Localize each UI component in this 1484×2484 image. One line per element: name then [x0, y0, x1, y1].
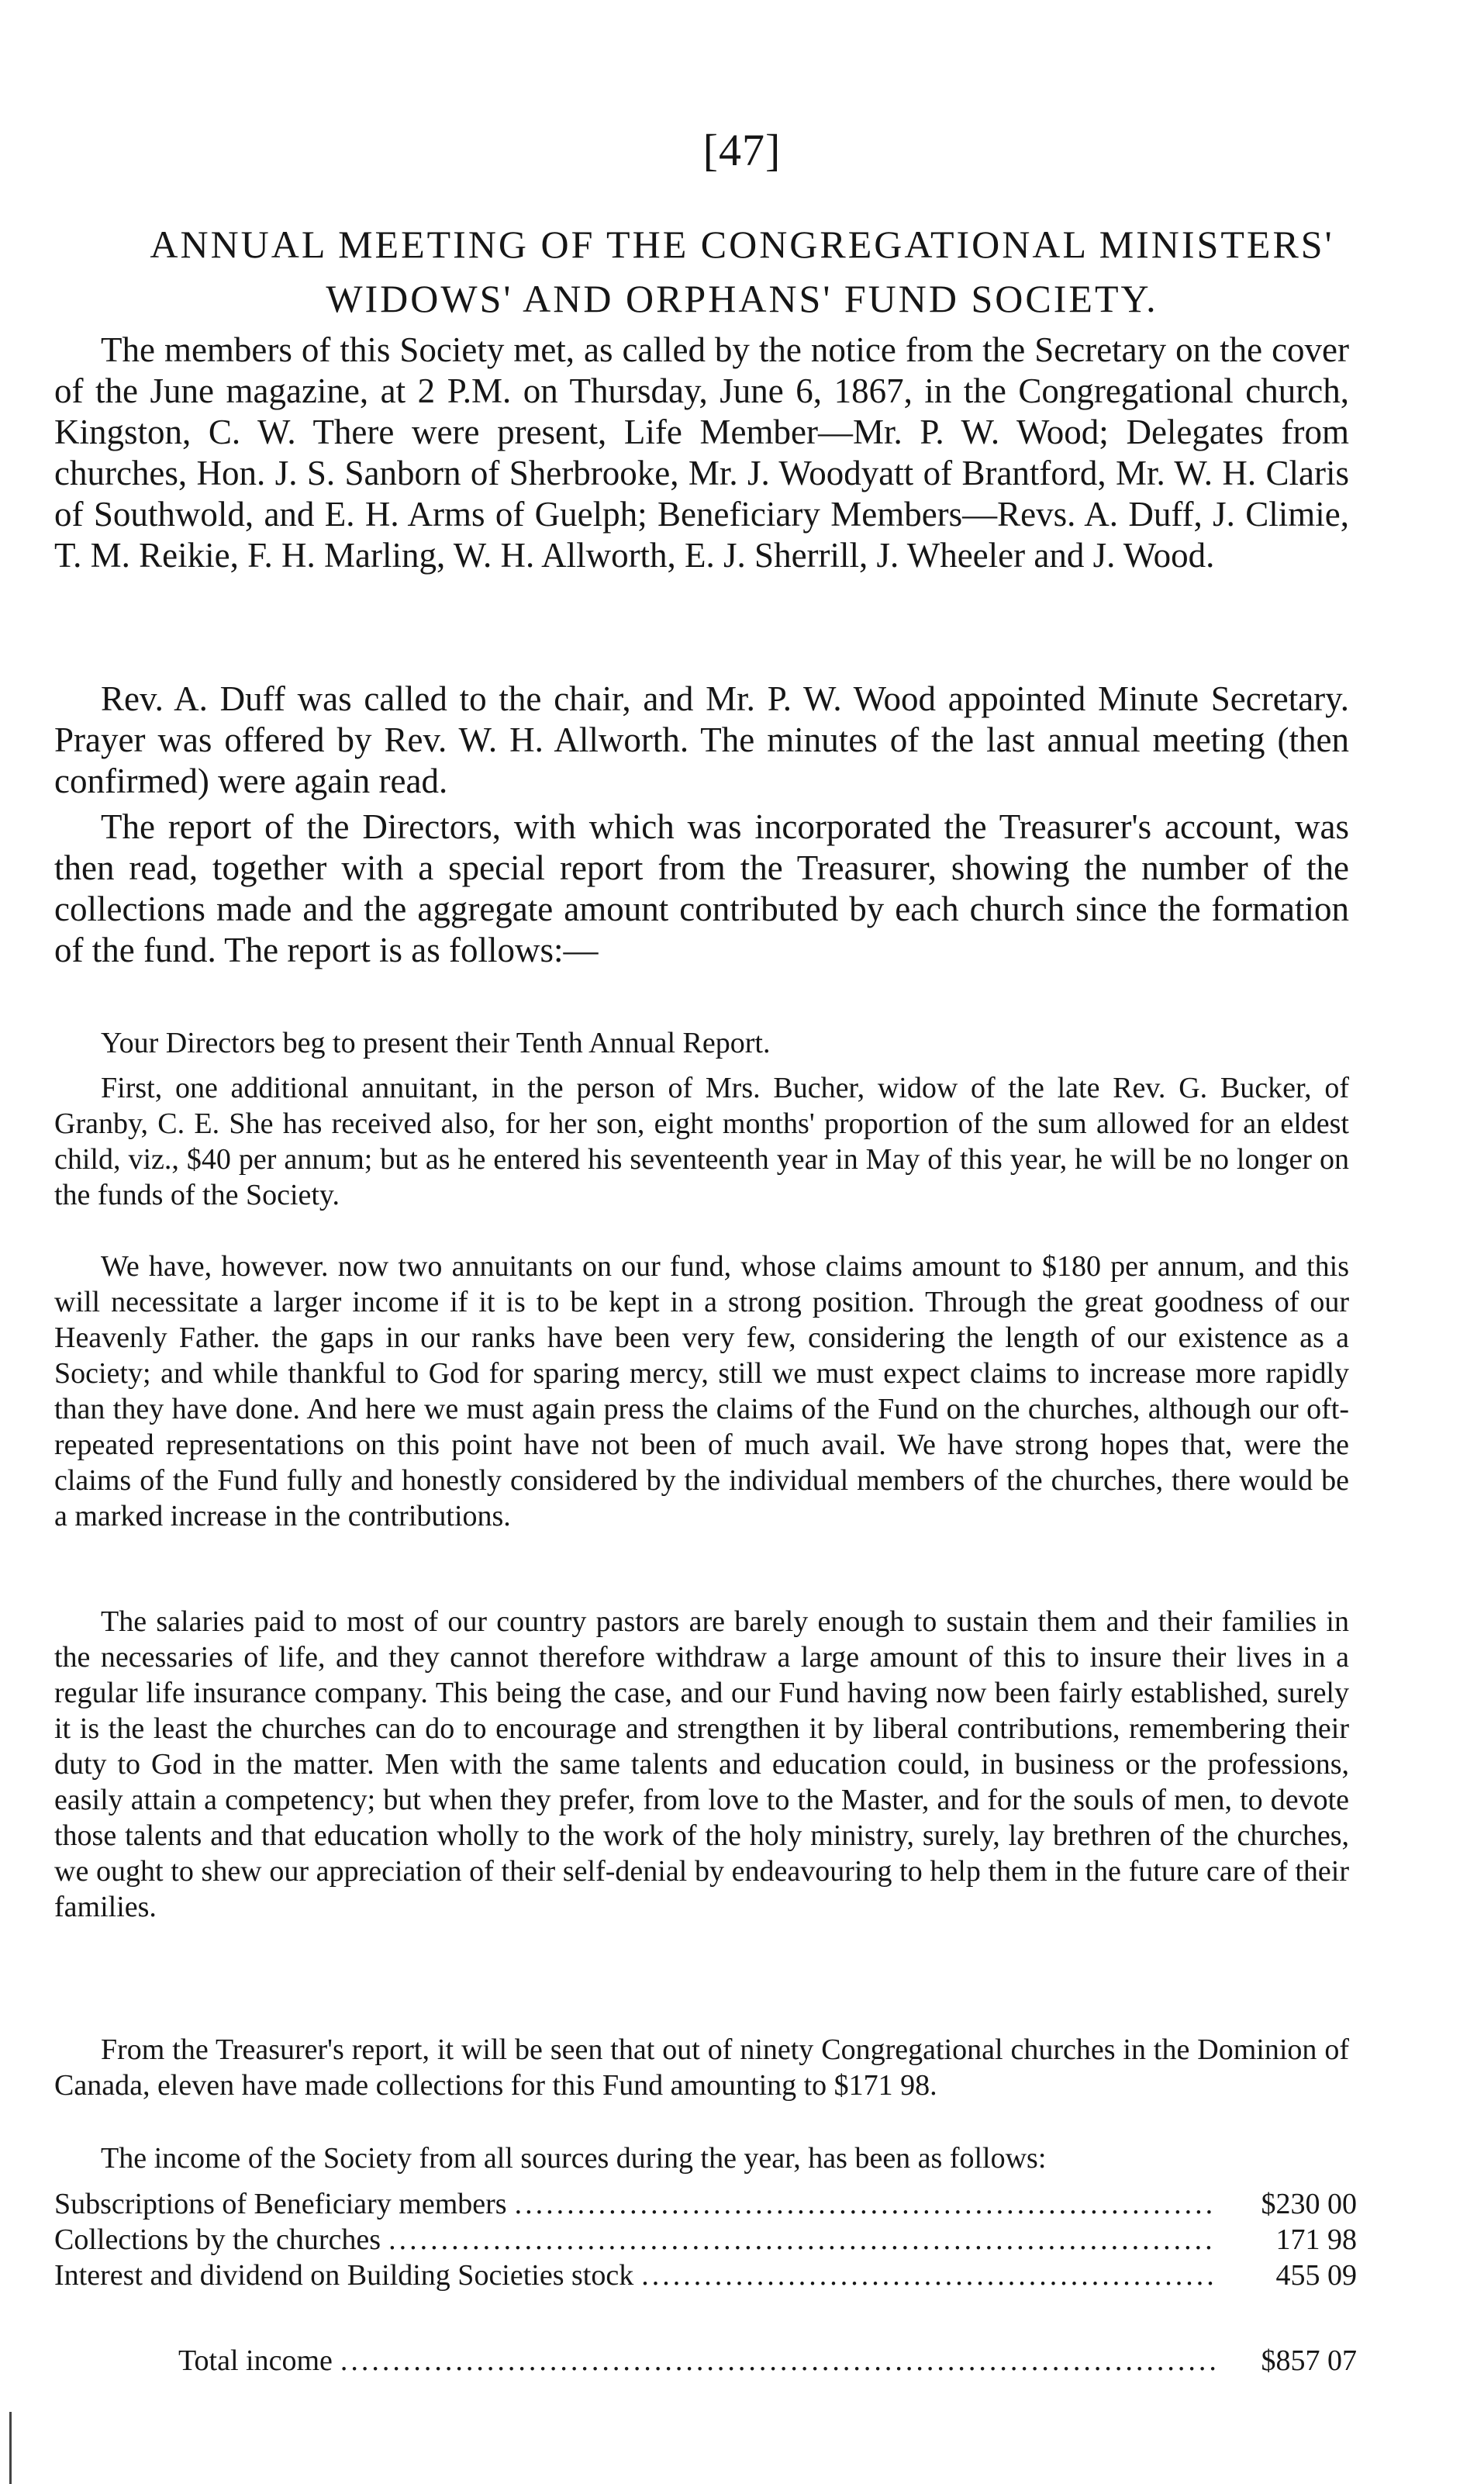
- article-title: [47, 217, 1437, 326]
- income-row: Subscriptions of Beneficiary members ..... $230 00: [54, 2185, 1357, 2223]
- intro-paragraph-3: The report of the Directors, with which was incorporated the Treasurer's account, was then read, together with a special report from the Treasurer, showing the number of the collections made and the aggregate amount contributed by each church since the formation of the fund. The report is as follows:—: [54, 807, 1349, 969]
- margin-line: [9, 2412, 12, 2484]
- page-number: [47]: [702, 125, 782, 175]
- intro-paragraph-1: The members of this Society met, as called by the notice from the Secretary on the cover of the June magazine, at 2 P.M. on Thursday, June 6, 1867, in the Congregational church, Kingston, C. W. There were present, Life Member—Mr. P. W. Wood; Delegates from churches, Hon. J. S. Sanborn of Sherbrooke, Mr. J. Woodyatt of Brantford, Mr. W. H. Claris of Southwold, and E. H. Arms of Guelph; Beneficiary Members—Revs. A. Duff, J. Climie, T. M. Reikie, F. H. Marling, W. H. Allworth, E. J. Sherrill, J. Wheeler and J. Wood.: [54, 330, 1349, 575]
- report-paragraph-3: We have, however. now two annuitants on our fund, whose claims amount to $180 per annum, and this will necessitate a larger income if it is to be kept in a strong position. Through the great goodness of our Heavenly Father. the gaps in our ranks have been very few, considering the length of our existence as a Society; and while thankful to God for sparing mercy, still we must expect claims to increase more rapidly than they have done. And here we must again press the claims of the Fund on the churches, although our oft-repeated representations on this point have not been of much avail. We have strong hopes that, were the claims of the Fund fully and honestly considered by the individual members of the churches, there would be a marked increase in the contributions.: [54, 1250, 1349, 1532]
- title-line-1: ANNUAL MEETING OF THE CONGREGATIONAL MINISTERS': [150, 223, 1334, 266]
- income-row: Collections by the churches ..... 171 98: [54, 2221, 1357, 2258]
- report-paragraph-5: From the Treasurer's report, it will be seen that out of ninety Congregational churches in the Dominion of Canada, eleven have made collections for this Fund amounting to $171 98.: [54, 2033, 1349, 2102]
- title-line-2: WIDOWS' AND ORPHANS' FUND SOCIETY.: [326, 277, 1158, 320]
- income-row: Interest and dividend on Building Societies stock ..... 455 09: [54, 2257, 1357, 2294]
- report-paragraph-2: First, one additional annuitant, in the person of Mrs. Bucher, widow of the late Rev. G. Bucker, of Granby, C. E. She has received also, for her son, eight months' proportion of the sum allowed for an eldest child, viz., $40 per annum; but as he entered his seventeenth year in May of this year, he will be no longer on the funds of the Society.: [54, 1072, 1349, 1211]
- report-paragraph-1: Your Directors beg to present their Tenth Annual Report.: [101, 1027, 771, 1059]
- report-paragraph-4: The salaries paid to most of our country pastors are barely enough to sustain them and their families in the necessaries of life, and they cannot therefore withdraw a large amount of this to insure their lives in a regular life insurance company. This being the case, and our Fund having now been fairly established, surely it is the least the churches can do to encourage and strengthen it by liberal contributions, remembering their duty to God in the matter. Men with the same talents and education could, in business or the professions, easily attain a competency; but when they prefer, from love to the Master, and for the souls of men, to devote those talents and that education wholly to the work of the holy ministry, surely, lay brethren of the churches, we ought to shew our appreciation of their self-denial by endeavouring to help them in the future care of their families.: [54, 1605, 1349, 1923]
- total-income-row: Total income ..... $857 07: [178, 2342, 1357, 2379]
- intro-paragraph-2: Rev. A. Duff was called to the chair, and Mr. P. W. Wood appointed Minute Secretary. Prayer was offered by Rev. W. H. Allworth. The minutes of the last annual meeting (then confirmed) were again read.: [54, 679, 1349, 800]
- report-paragraph-6: The income of the Society from all sources during the year, has been as follows:: [101, 2142, 1047, 2175]
